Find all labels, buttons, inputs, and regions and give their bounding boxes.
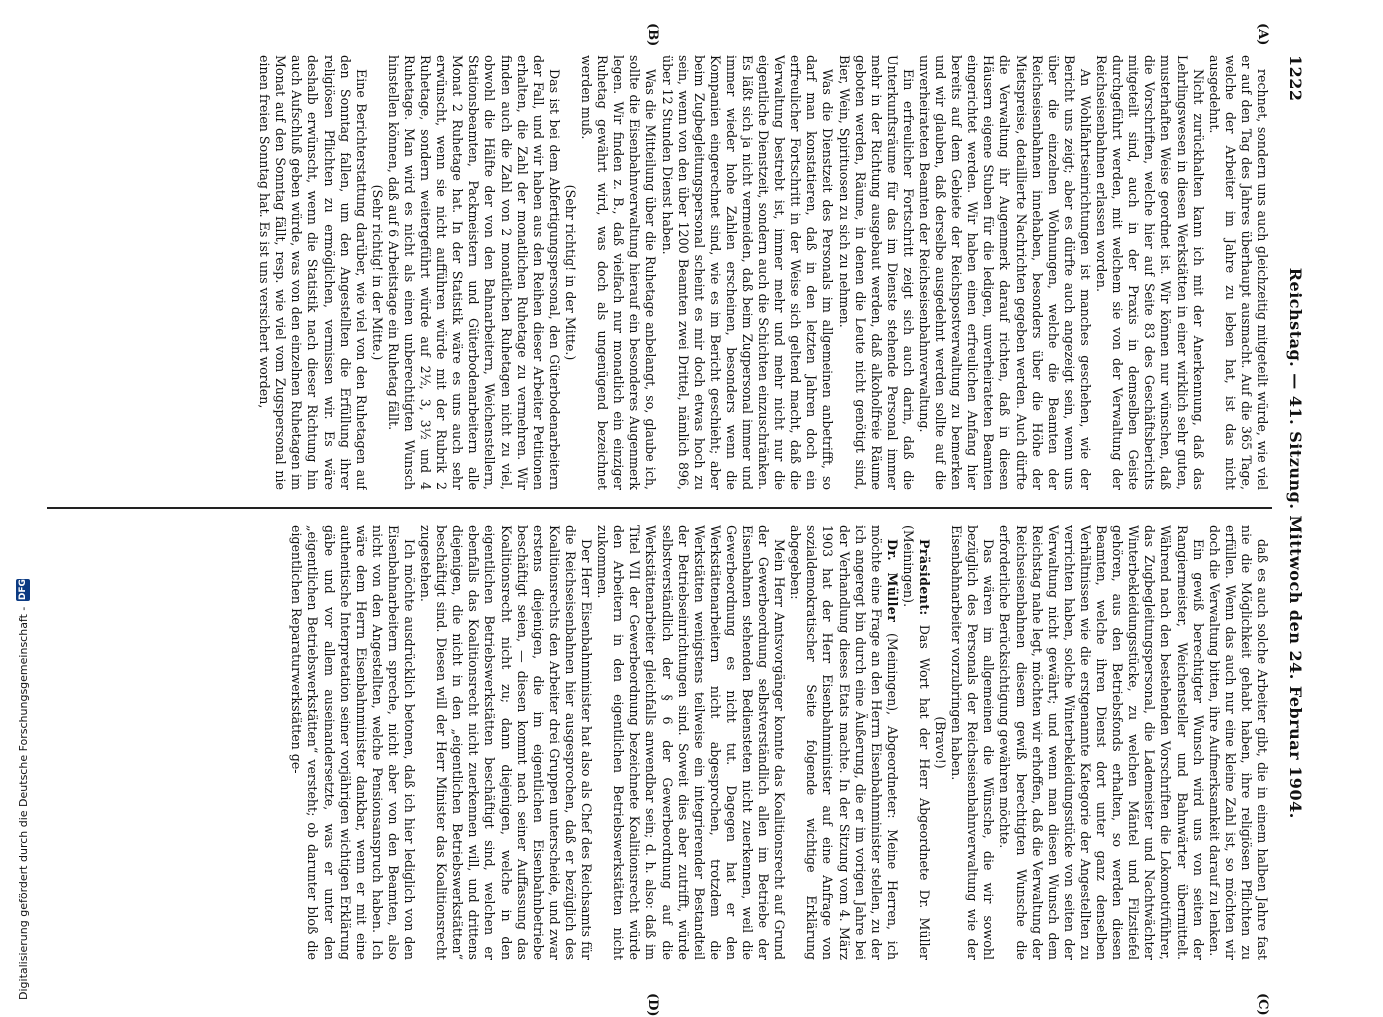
paragraph: Der Herr Eisenbahnminister hat also als Chef des Reichsamts für die Reichseisenbahnen hier ausgesprochen, daß er bezüglich des Koalitionsrechts den Arbeiter drei Gruppen unterscheide, und zwar erstens diejenigen, die im eigentlichen Eisenbahnbetriebe beschäftigt seien, — diesen kommt nach seiner Auffassung das Koalitionsrecht nicht zu; dann diejenigen, welche in den eigentlichen Betriebswerkstätten beschäftigt sind, welchen er ebenfalls das Koalitionsrecht nicht zuerkennen will, und drittens diejenigen, die nicht in den „eigentlichen Betriebswerkstätten“ beschäftigt sind. Diesen will der Herr Minister das Koalitionsrecht zugestehen. <box>418 525 595 960</box>
paragraph: daß es auch solche Arbeiter gibt, die in einem halben Jahre fast nie die Möglichkeit gehabt haben, ihre religiösen Pflichten zu erfüllen. Wenn das auch nur eine kleine Zahl ist, so möchten wir doch die Verwaltung bitten, ihre Aufmerksamkeit darauf zu lenken. <box>1206 525 1270 960</box>
margin-marker-c: (C) <box>1255 993 1270 1016</box>
paragraph: An Wohlfahrtseinrichtungen ist manches geschehen, wie der Bericht uns zeigt; aber es dürfte auch angezeigt sein, wenn uns über die einzelnen Wohnungen, welche die Beamten der Reichseisenbahnen innehaben, besonders über die Höhe der Mietspreise, detaillierte Nachrichten gegeben werden. Auch dürfte die Verwaltung ihr Augenmerk darauf richten, daß in diesen Häusern eigene Stuben für die ledigen, unverheirateten Beamten eingerichtet werden. Wir haben einen erfreulichen Anfang hier bereits auf dem Gebiete der Reichspostverwaltung zu bemerken und wir glauben, daß derselbe ausgedehnt werden sollte auf die unverheirateten Beamten der Reichseisenbahnverwaltung. <box>917 55 1093 490</box>
quoted-paragraph: Mein Herr Amtsvorgänger konnte das Koalitionsrecht auf Grund der Gewerbeordnung selbstverständlich allen im Betriebe der Eisenbahnen stehenden Bediensteten nicht zuerkennen, weil die Gewerbeordnung es nicht tut. Dagegen hat er den Werkstättenarbeitern nicht abgesprochen, trotzdem die Werkstätten wenigstens teilweise ein integrierender Bestandteil der Betriebseinrichtungen sind. Soweit dies aber zutrifft, würde selbstverständlich der § 6 der Gewerbeordnung auf die Werkstättenarbeiter gleichfalls anwendbar sein; d. h. also: daß im Titel VII der Gewerbeordnung bezeichnete Koalitionsrecht würde den Arbeitern in den eigentlichen Betriebswerkstätten nicht zukommen. <box>595 525 788 960</box>
speaker-label: Dr. Müller <box>884 539 900 623</box>
right-text-column <box>50 525 1270 960</box>
paragraph: Das ist bei dem Abfertigungspersonal, den Güterbodenarbeitern der Fall, und wir haben aus den Reihen dieser Arbeiter Petitionen erhalten, die Zahl der monatlichen Ruhetage zu vermehren. Wir finden auch die Zahl von 2 monatlichen Ruhetagen nicht zu viel, obwohl die Hälfte der von den Bahnarbeitern, Weichenstellern, Stationsbeamten, Packmeistern und Güterbodenarbeitern alle Monat 2 Ruhetage hat. In der Statistik wäre es uns auch sehr erwünscht, wenn sie nicht aufführen würde mit der Rubrik 2 Ruhetage, sondern weitergeführt würde auf 2½, 3, 3½ und 4 Ruhetage. Man wird es nicht als einen unberechtigten Wunsch hinstellen können, daß auf 6 Arbeitstage ein Ruhetag fällt. <box>385 55 562 490</box>
statement-text: Das Wort hat der Herr Abgeordnete Dr. Müller (Meiningen). <box>900 525 933 960</box>
speaker-label: Präsident: <box>917 539 933 616</box>
paragraph: Ich möchte ausdrücklich betonen, daß ich hier lediglich von den Eisenbahnarbeitern spreche, nicht aber von den Beamten, also nicht von den Angestellten, welche Pensionsanspruch haben. Ich wäre dem Herrn Eisenbahnminister dankbar, wenn er mit eine authentische Interpretation seiner vorjährigen wichtigen Erklärung gäbe und vor allem auseinandersetzte, was er unter den „eigentlichen Betriebswerkstätten“ versteht; ob darunter bloß die eigentlichen Reparaturwerkstätten ge- <box>289 525 418 960</box>
paragraph: Was die Mitteilung über die Ruhetage anbelangt, so, glaube ich, sollte die Eisenbahnverwaltung hierauf ein besonderes Augenmerk legen. Wir finden z. B., daß vielfach nur monatlich ein einziger Ruhetag gewährt wird, was doch als ungenügend bezeichnet werden muß. <box>579 55 659 490</box>
president-statement <box>900 525 932 960</box>
page-header <box>1282 55 1310 985</box>
digitization-footer <box>16 579 30 1000</box>
dfg-logo-icon: DFG <box>18 579 28 601</box>
paragraph: Eine Berichterstattung darüber, wie viel von den Ruhetagen auf den Sonntag fallen, um den Angestellten die Erfüllung ihrer religiösen Pflichten zu ermöglichen, vermissen wir. Es wäre deshalb erwünscht, wenn die Statistik nach dieser Richtung hin auch Aufschluß geben würde, was von den einzelnen Ruhetagen im Monat auf den Sonntag fällt, resp. wie viel vom Zugspersonal nie einen freien Sonntag hat. Es ist uns versichert worden, <box>257 55 369 490</box>
paragraph: Das wären im allgemeinen die Wünsche, die wir sowohl bezüglich des Personals der Reichseisenbahnverwaltung wie der Eisenbahnarbeiter vorzubringen haben. <box>949 525 997 960</box>
margin-marker-d: (D) <box>645 993 660 1017</box>
paragraph: Ein gewiß berechtigter Wunsch wird uns von seiten der Rangiermeister, Weichensteller und Bahnwärter übermittelt. Während nach den bestehenden Vorschriften die Lokomotivführer, das Zugbegleitungspersonal, die Lademeister und Nachtwächter Winterbekleidungsstücke, zu welchen Mäntel und Filzstiefel gehören, aus den Betriebsfonds erhalten, so werden diesen Beamten, welche ihren Dienst dort unter ganz denselben Verhältnissen wie die erstgenannte Kategorie der Angestellten zu verrichten haben, solche Winterbekleidungsstücke von seiten der Verwaltung nicht gewährt; und wenn man diesen Wunsch dem Reichstag nahe legt, möchten wir erhoffen, daß die Verwaltung der Reichseisenbahnen diesem gewiß berechtigten Wunsche die erforderliche Berücksichtigung gewähren möchte. <box>997 525 1206 960</box>
rotated-page-content <box>40 23 1310 1017</box>
paragraph: Nicht zurückhalten kann ich mit der Anerkennung, daß das Lehrlingswesen in diesen Werkstätten in einer wirklich sehr guten, musterhaften Weise geordnet ist. Wir können nur wünschen, daß die Vorschriften, welche hier auf Seite 83 des Geschäftsberichts mitgeteilt sind, auch in der Praxis in demselben Geiste durchgeführt werden, mit welchem sie von der Verwaltung der Reichseisenbahnen erlassen worden. <box>1094 55 1206 490</box>
column-divider <box>47 507 1272 509</box>
speaker-statement <box>787 525 900 960</box>
page-number: 1222 <box>1286 55 1306 102</box>
interjection: (Bravo!) <box>933 716 949 769</box>
left-text-column <box>50 55 1270 490</box>
footer-credit: Digitalisierung gefördert durch die Deutsche Forschungsgemeinschaft - <box>16 606 30 1000</box>
paragraph: Ein erfreulicher Fortschritt zeigt sich auch darin, daß die Unterkunftsräume für das im Dienste stehende Personal immer mehr in der Richtung ausgebaut werden, daß alkoholfreie Räume geboten werden, Räume, in denen die Leute nicht genötigt sind, Bier, Wein, Spirituosen zu sich zu nehmen. <box>836 55 916 490</box>
paragraph: Was die Dienstzeit des Personals im allgemeinen anbetrifft, so darf man konstatieren, daß in den letzten Jahren doch ein erfreulicher Fortschritt in der Weise sich geltend macht, daß die Verwaltung bestrebt ist, immer mehr und mehr nicht nur die eigentliche Dienstzeit, sondern auch die Schichten einzuschränken. Es läßt sich ja nicht vermeiden, daß beim Zugpersonal immer und immer wieder hohe Zahlen erscheinen, besonders wenn die Kompanien eingerechnet sind, wie es im Bericht geschieht; aber beim Zugbegleitungspersonal scheint es mir doch etwas hoch zu sein, wenn von den über 1200 Beamten zwei Drittel, nämlich 896, über 12 Stunden Dienst haben. <box>659 55 836 490</box>
margin-marker-a: (A) <box>1255 23 1270 46</box>
interjection: (Sehr richtig! in der Mitte.) <box>369 184 385 361</box>
margin-marker-b: (B) <box>645 23 660 47</box>
interjection: (Sehr richtig! in der Mitte.) <box>562 184 578 361</box>
page-running-title: Reichstag. — 41. Sitzung. Mittwoch den 24. Februar 1904. <box>1286 267 1306 819</box>
statement-text: (Meiningen), Abgeordneter: Meine Herren, ich möchte eine Frage an den Herrn Eisenbahnminister stellen, zu der ich angeregt bin durch eine Äußerung, die er im vorigen Jahre bei der Verhandlung dieses Etats machte. In der Sitzung vom 4. März 1903 hat der Herr Eisenbahnminister auf eine Anfrage von sozialdemokratischer Seite folgende wichtige Erklärung abgegeben: <box>788 525 900 960</box>
paragraph: rechnet, sondern uns auch gleichzeitig mitgeteilt würde, wie viel er auf den Tag des Jahres überhaupt ausmacht. Auf die 365 Tage, welche der Arbeiter im Jahre zu leben hat, ist das nicht ausgedehnt. <box>1206 55 1270 490</box>
